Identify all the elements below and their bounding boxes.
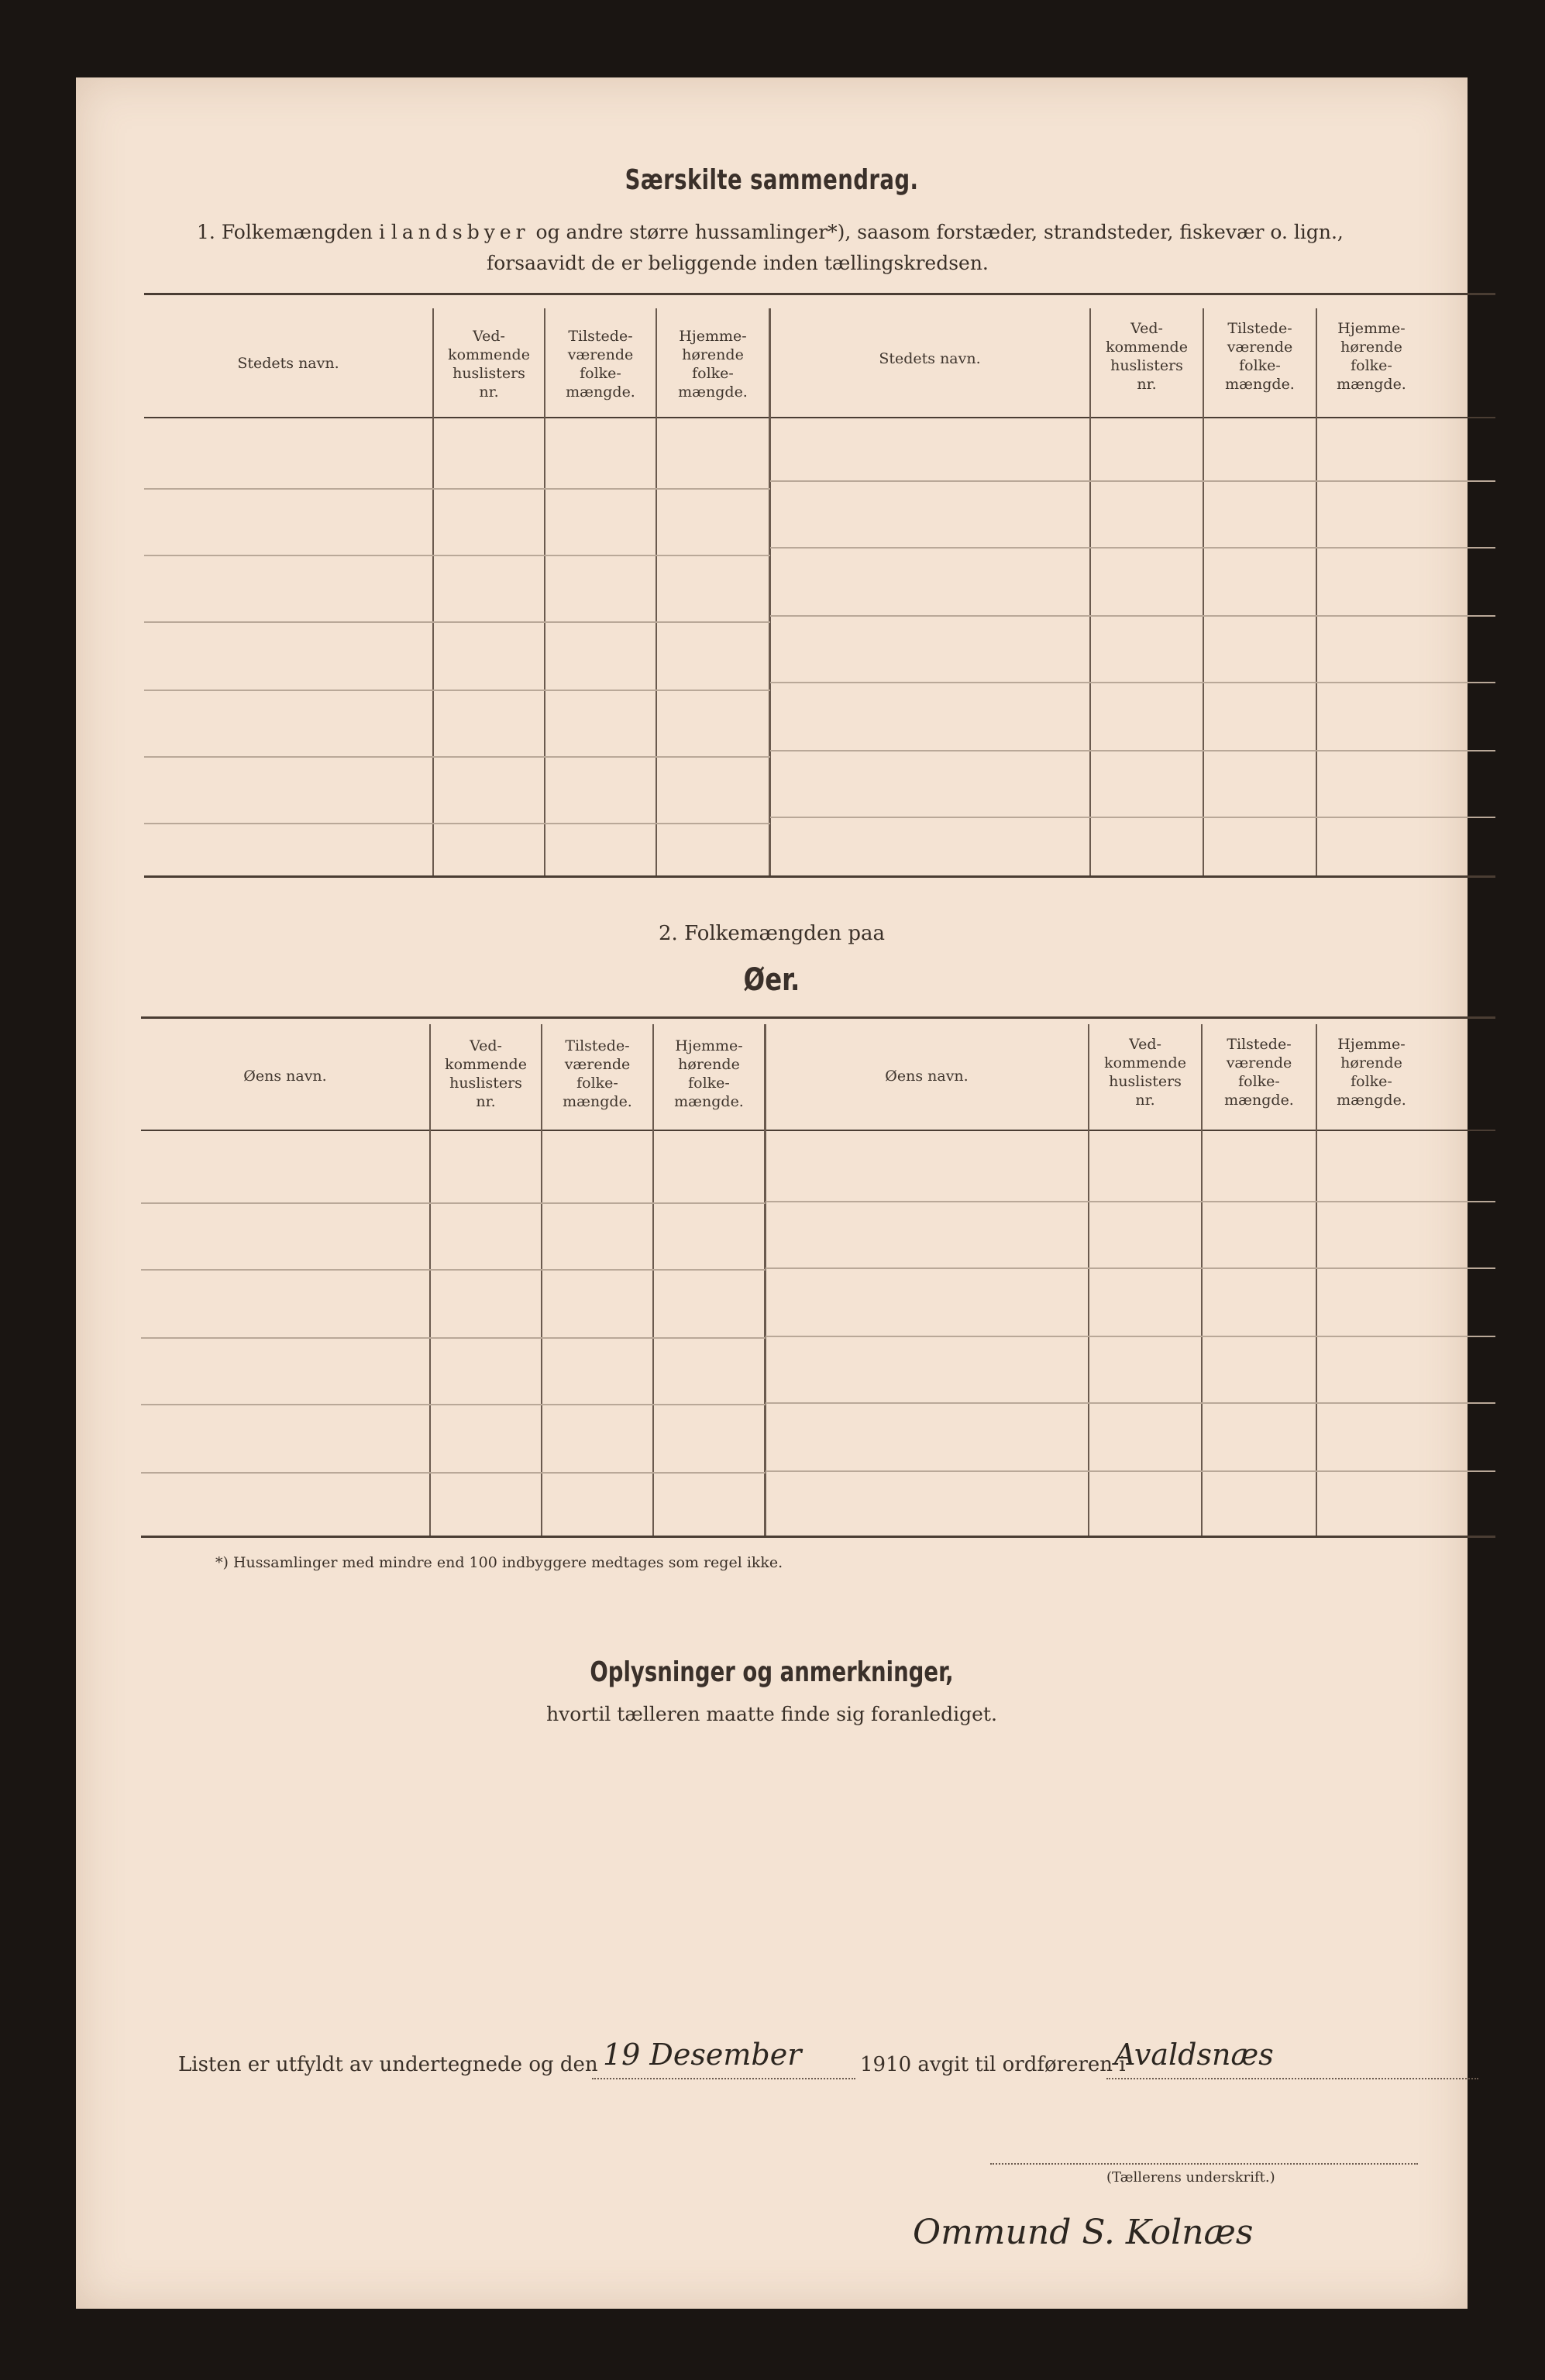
table1-row-line xyxy=(770,615,1495,617)
table2-row-line xyxy=(141,1404,766,1405)
table2-row-line xyxy=(766,1470,1495,1472)
signature-caption: (Tællerens underskrift.) xyxy=(1106,2169,1275,2186)
table1-header-hje-right: Hjemme- hørende folke- mængde. xyxy=(1337,320,1406,393)
section2-title: Øer. xyxy=(743,962,800,998)
table1-row-line xyxy=(770,682,1495,683)
table1-header-rule xyxy=(144,417,1495,418)
table1-bottom-rule xyxy=(144,875,1495,878)
footnote: *) Hussamlinger med mindre end 100 indbyggere medtages som regel ikke. xyxy=(215,1554,783,1571)
table1-row-line xyxy=(144,823,770,824)
handwritten-place: Avaldsnæs xyxy=(1114,2038,1274,2072)
table1-row-line xyxy=(144,756,770,758)
table2-header-ved-right: Ved- kommende huslisters nr. xyxy=(1104,1036,1186,1109)
table1-row-line xyxy=(144,621,770,623)
table1-row-line xyxy=(770,817,1495,818)
table2-row-line xyxy=(766,1201,1495,1202)
table1-header-til-left: Tilstede- værende folke- mængde. xyxy=(566,328,635,401)
table1-row-line xyxy=(770,547,1495,549)
intro-number: 1. xyxy=(197,221,215,243)
table2-row-line xyxy=(766,1267,1495,1269)
table1-header-name-right: Stedets navn. xyxy=(879,350,981,367)
table2-header-name-right: Øens navn. xyxy=(885,1068,969,1085)
section3-subtitle: hvortil tælleren maatte finde sig foranlediget. xyxy=(546,1703,997,1725)
section1-intro-line2: forsaavidt de er beliggende inden tællingskredsen. xyxy=(487,252,989,274)
table1-row-line xyxy=(770,750,1495,751)
intro-text-a: Folkemængden i xyxy=(221,221,391,243)
table1-top-rule xyxy=(144,293,1495,295)
listen-text-2: 1910 avgit til ordføreren i xyxy=(860,2053,1126,2076)
table2-header-name-left: Øens navn. xyxy=(243,1068,327,1085)
table1-row-line xyxy=(144,488,770,490)
table2-mid-divider xyxy=(764,1024,766,1536)
table2-header-hje-left: Hjemme- hørende folke- mængde. xyxy=(674,1037,744,1110)
signature-dotted-line xyxy=(990,2163,1418,2165)
table1-header-ved-right: Ved- kommende huslisters nr. xyxy=(1106,320,1188,393)
table1-row-line xyxy=(144,690,770,691)
listen-text-1: Listen er utfyldt av undertegnede og den xyxy=(178,2053,598,2076)
table1-mid-divider xyxy=(769,308,771,875)
section2-line: 2. Folkemængden paa xyxy=(659,922,885,945)
table1-header-til-right: Tilstede- værende folke- mængde. xyxy=(1225,320,1295,393)
table1-row-line xyxy=(144,555,770,556)
handwritten-date: 19 Desember xyxy=(603,2038,802,2072)
table2-row-line xyxy=(766,1336,1495,1337)
table2-header-til-left: Tilstede- værende folke- mængde. xyxy=(563,1037,632,1110)
table1-row-line xyxy=(770,480,1495,482)
section3-title: Oplysninger og anmerkninger, xyxy=(590,1656,954,1688)
intro-text-b: og andre større hussamlinger*), saasom forstæder, strandsteder, fiskevær o. lign., xyxy=(529,221,1344,243)
table2-row-line xyxy=(141,1202,766,1204)
section1-title: Særskilte sammendrag. xyxy=(625,164,919,196)
section1-intro xyxy=(197,217,1344,248)
table2-row-line xyxy=(766,1402,1495,1404)
table2-header-hje-right: Hjemme- hørende folke- mængde. xyxy=(1337,1036,1406,1109)
table2-top-rule xyxy=(141,1016,1495,1019)
table2-header-ved-left: Ved- kommende huslisters nr. xyxy=(445,1037,527,1110)
handwritten-signature: Ommund S. Kolnæs xyxy=(913,2213,1254,2252)
table2-row-line xyxy=(141,1269,766,1271)
table1-header-ved-left: Ved- kommende huslisters nr. xyxy=(448,328,530,401)
intro-text-spaced: landsbyer xyxy=(391,221,530,243)
table2-header-rule xyxy=(141,1130,1495,1131)
table2-row-line xyxy=(141,1337,766,1339)
table1-header-name-left: Stedets navn. xyxy=(237,355,339,372)
table2-header-til-right: Tilstede- værende folke- mængde. xyxy=(1224,1036,1294,1109)
place-dotted-line xyxy=(1106,2078,1478,2079)
census-form-page xyxy=(76,77,1468,2309)
table1-header-hje-left: Hjemme- hørende folke- mængde. xyxy=(678,328,748,401)
table2-row-line xyxy=(141,1472,766,1474)
date-dotted-line xyxy=(592,2078,855,2079)
table2-bottom-rule xyxy=(141,1536,1495,1538)
